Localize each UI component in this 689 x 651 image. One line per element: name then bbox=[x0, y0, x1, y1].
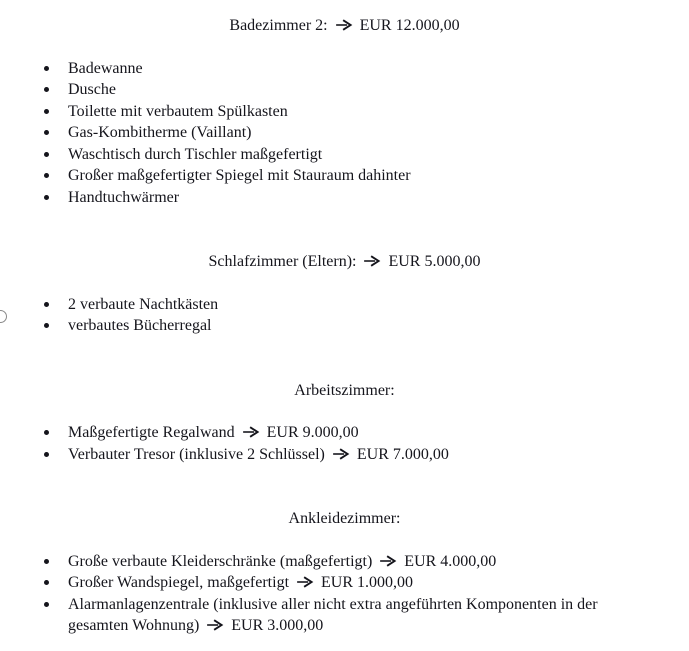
list-item bbox=[68, 422, 661, 444]
list-item-text: Großer maßgefertigter Spiegel mit Stauraum dahinter bbox=[68, 167, 411, 184]
bullet-list bbox=[0, 551, 689, 637]
bullet-list bbox=[0, 58, 689, 209]
list-item-price: EUR 7.000,00 bbox=[356, 445, 449, 463]
list-item bbox=[68, 144, 661, 166]
list-item-text: Großer Wandspiegel, maßgefertigt bbox=[68, 574, 290, 591]
right-arrow-icon bbox=[242, 425, 260, 439]
heading-price: EUR 12.000,00 bbox=[359, 17, 460, 34]
heading-price: EUR 5.000,00 bbox=[388, 253, 481, 270]
section-badezimmer-2 bbox=[0, 15, 689, 208]
list-item-text: Handtuchwärmer bbox=[68, 188, 180, 206]
list-item-price: EUR 4.000,00 bbox=[404, 552, 497, 570]
right-arrow-icon bbox=[206, 618, 224, 632]
list-item bbox=[68, 315, 661, 337]
list-item-text: Maßgefertigte Regalwand bbox=[68, 424, 235, 441]
list-item-text: 2 verbaute Nachtkästen bbox=[68, 295, 219, 313]
list-item bbox=[68, 79, 661, 101]
heading-label: Badezimmer 2: bbox=[229, 17, 328, 34]
list-item bbox=[68, 101, 661, 123]
list-item-text: Dusche bbox=[68, 81, 116, 98]
list-item bbox=[68, 551, 661, 573]
list-item-price: EUR 3.000,00 bbox=[231, 617, 324, 634]
list-item bbox=[68, 58, 661, 80]
right-arrow-icon bbox=[335, 18, 353, 32]
list-item bbox=[68, 187, 661, 209]
bullet-list bbox=[0, 294, 689, 337]
list-item-text: verbautes Bücherregal bbox=[68, 317, 212, 334]
list-item bbox=[68, 165, 661, 187]
section-heading bbox=[0, 380, 689, 402]
section-arbeitszimmer bbox=[0, 380, 689, 466]
section-schlafzimmer-eltern bbox=[0, 251, 689, 337]
section-heading bbox=[0, 15, 689, 37]
right-arrow-icon bbox=[296, 575, 314, 589]
right-arrow-icon bbox=[332, 447, 350, 461]
list-item bbox=[68, 444, 661, 466]
list-item-text: Toilette mit verbautem Spülkasten bbox=[68, 102, 288, 120]
section-ankleidezimmer bbox=[0, 508, 689, 637]
list-item-text: Verbauter Tresor (inklusive 2 Schlüssel) bbox=[68, 445, 325, 463]
heading-label: Arbeitszimmer: bbox=[294, 381, 395, 399]
list-item bbox=[68, 572, 661, 594]
heading-label: Ankleidezimmer: bbox=[288, 510, 401, 527]
list-item bbox=[68, 122, 661, 144]
list-item-price: EUR 9.000,00 bbox=[266, 424, 359, 441]
right-arrow-icon bbox=[379, 554, 397, 568]
list-item-text: Badewanne bbox=[68, 59, 143, 77]
list-item-text: Gas-Kombitherme (Vaillant) bbox=[68, 124, 252, 141]
list-item-text: Waschtisch durch Tischler maßgefertigt bbox=[68, 145, 323, 163]
section-heading bbox=[0, 251, 689, 273]
list-item bbox=[68, 594, 661, 637]
list-item bbox=[68, 294, 661, 316]
right-arrow-icon bbox=[363, 254, 381, 268]
list-item-price: EUR 1.000,00 bbox=[321, 574, 414, 591]
list-item-text: Große verbaute Kleiderschränke (maßgefertigt) bbox=[68, 552, 373, 570]
heading-label: Schlafzimmer (Eltern): bbox=[208, 253, 357, 270]
bullet-list bbox=[0, 422, 689, 465]
section-heading bbox=[0, 508, 689, 530]
list-item-text: Alarmanlagenzentrale (inklusive aller nicht extra angeführten Komponenten in der gesamten Wohnung) bbox=[68, 595, 598, 634]
